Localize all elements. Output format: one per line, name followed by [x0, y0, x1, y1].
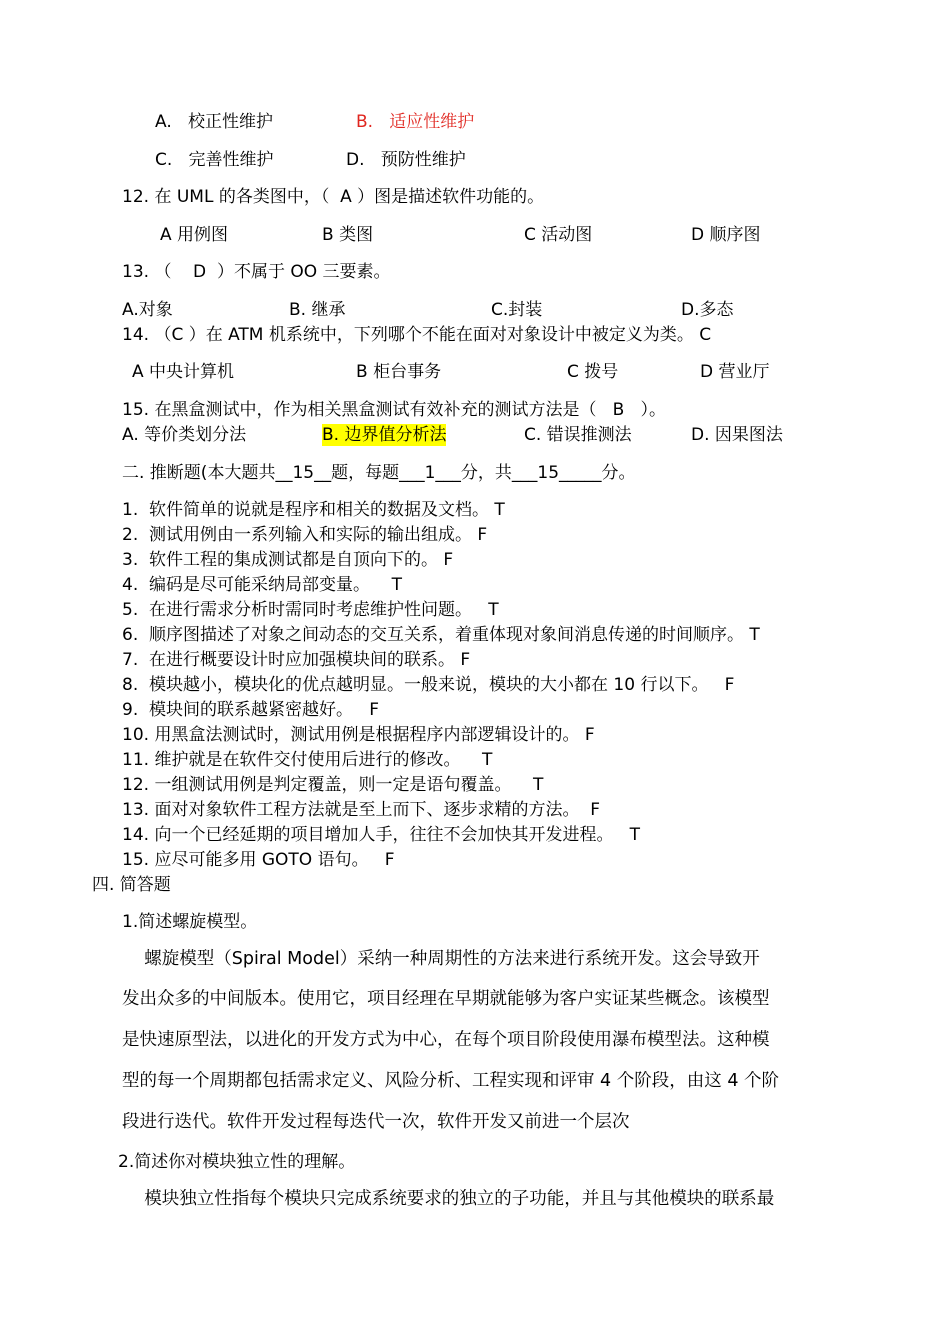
judgement-item: 5. 在进行需求分析时需同时考虑维护性问题。 T [122, 600, 499, 620]
section4-q2-title: 2.简述你对模块独立性的理解。 [118, 1152, 356, 1172]
q12-stem: 12. 在 UML 的各类图中，（ A ）图是描述软件功能的。 [122, 187, 545, 207]
judgement-item: 15. 应尽可能多用 GOTO 语句。 F [122, 850, 395, 870]
q11-option-d: D. 预防性维护 [346, 150, 466, 170]
q15-stem: 15. 在黑盒测试中，作为相关黑盒测试有效补充的测试方法是（ B ）。 [122, 400, 667, 420]
section4-q1-answer-line: 段进行迭代。软件开发过程每迭代一次，软件开发又前进一个层次 [122, 1112, 630, 1132]
section4-q1-answer-line: 型的每一个周期都包括需求定义、风险分析、工程实现和评审 4 个阶段，由这 4 个阶 [122, 1071, 780, 1091]
judgement-item: 9. 模块间的联系越紧密越好。 F [122, 700, 380, 720]
section4-heading: 四. 简答题 [92, 875, 171, 895]
q12-option-c: C 活动图 [524, 225, 593, 245]
section4-q1-answer-line: 发出众多的中间版本。使用它，项目经理在早期就能够为客户实证某些概念。该模型 [122, 989, 770, 1009]
judgement-item: 14. 向一个已经延期的项目增加人手，往往不会加快其开发进程。 T [122, 825, 641, 845]
judgement-item: 12. 一组测试用例是判定覆盖，则一定是语句覆盖。 T [122, 775, 544, 795]
section4-q2-answer-line: 模块独立性指每个模块只完成系统要求的独立的子功能，并且与其他模块的联系最 [122, 1189, 775, 1209]
section4-q1-answer-line: 是快速原型法，以进化的开发方式为中心，在每个项目阶段使用瀑布模型法。这种模 [122, 1030, 770, 1050]
q13-option-a: A.对象 [122, 300, 173, 320]
q14-option-b: B 柜台事务 [356, 362, 442, 382]
q15-option-c: C. 错误推测法 [524, 425, 632, 445]
judgement-item: 3. 软件工程的集成测试都是自顶向下的。 F [122, 550, 454, 570]
q15-option-a: A. 等价类划分法 [122, 425, 247, 445]
q11-option-b: B. 适应性维护 [356, 112, 475, 132]
q13-option-d: D.多态 [681, 300, 734, 320]
judgement-item: 1. 软件简单的说就是程序和相关的数据及文档。 T [122, 500, 505, 520]
judgement-item: 2. 测试用例由一系列输入和实际的输出组成。 F [122, 525, 488, 545]
judgement-item: 13. 面对对象软件工程方法就是至上而下、逐步求精的方法。 F [122, 800, 601, 820]
judgement-item: 6. 顺序图描述了对象之间动态的交互关系，着重体现对象间消息传递的时间顺序。 T [122, 625, 760, 645]
q14-stem: 14. （C ）在 ATM 机系统中，下列哪个不能在面对对象设计中被定义为类。 C [122, 325, 712, 345]
q11-option-c: C. 完善性维护 [155, 150, 274, 170]
judgement-item: 4. 编码是尽可能采纳局部变量。 T [122, 575, 403, 595]
judgement-item: 8. 模块越小，模块化的优点越明显。一般来说，模块的大小都在 10 行以下。 F [122, 675, 735, 695]
section2-heading: 二. 推断题(本大题共__15__题，每题___1___分，共___15_____分。 [122, 463, 636, 483]
judgement-item: 10. 用黑盒法测试时，测试用例是根据程序内部逻辑设计的。 F [122, 725, 595, 745]
section4-q1-answer-line: 螺旋模型（Spiral Model）采纳一种周期性的方法来进行系统开发。这会导致开 [122, 949, 760, 969]
q13-stem: 13. （ D ）不属于 OO 三要素。 [122, 262, 391, 282]
q11-option-a: A. 校正性维护 [155, 112, 273, 132]
q12-option-d: D 顺序图 [691, 225, 761, 245]
q12-option-b: B 类图 [322, 225, 374, 245]
q14-option-c: C 拨号 [567, 362, 619, 382]
q15-option-b-highlighted: B. 边界值分析法 [322, 425, 447, 445]
judgement-item: 11. 维护就是在软件交付使用后进行的修改。 T [122, 750, 493, 770]
judgement-item: 7. 在进行概要设计时应加强模块间的联系。 F [122, 650, 471, 670]
q12-option-a: A 用例图 [160, 225, 229, 245]
q13-option-c: C.封装 [491, 300, 543, 320]
q14-option-d: D 营业厅 [700, 362, 770, 382]
section4-q1-title: 1.简述螺旋模型。 [122, 912, 258, 932]
q14-option-a: A 中央计算机 [132, 362, 235, 382]
q13-option-b: B. 继承 [289, 300, 346, 320]
q15-option-d: D. 因果图法 [691, 425, 783, 445]
